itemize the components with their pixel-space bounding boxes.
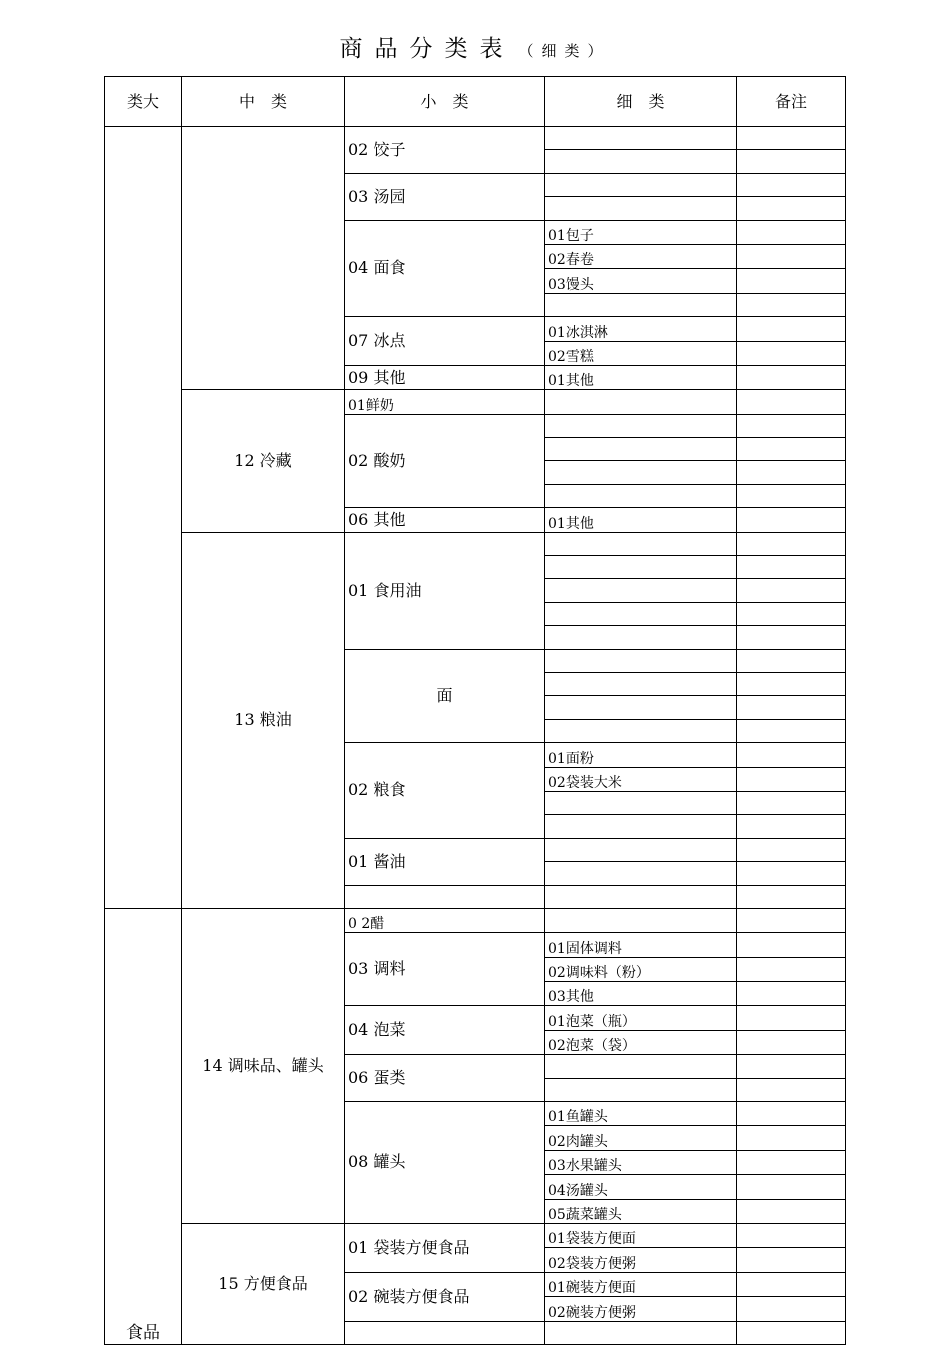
fine-cell: 05蔬菜罐头 bbox=[545, 1199, 737, 1223]
fine-cell bbox=[545, 556, 737, 579]
minor-cell: 0 2醋 bbox=[345, 908, 545, 932]
fine-cell: 01面粉 bbox=[545, 743, 737, 767]
fine-cell: 02袋装方便粥 bbox=[545, 1248, 737, 1272]
minor-cell-empty bbox=[345, 1321, 545, 1344]
fine-cell: 04汤罐头 bbox=[545, 1175, 737, 1199]
note-cell bbox=[737, 719, 846, 742]
middle-cell: 14 调味品、罐头 bbox=[182, 908, 345, 1223]
note-cell bbox=[737, 293, 846, 316]
fine-cell bbox=[545, 1055, 737, 1078]
major-cell-empty bbox=[105, 127, 182, 909]
note-cell bbox=[737, 220, 846, 244]
header-fine: 细 类 bbox=[545, 77, 737, 127]
note-cell bbox=[737, 579, 846, 602]
header-minor: 小 类 bbox=[345, 77, 545, 127]
minor-cell: 02 粮食 bbox=[345, 743, 545, 839]
fine-cell: 01泡菜（瓶） bbox=[545, 1006, 737, 1030]
note-cell bbox=[737, 1223, 846, 1247]
fine-cell bbox=[545, 390, 737, 414]
title-main: 商品分类表 bbox=[339, 36, 515, 62]
note-cell bbox=[737, 244, 846, 268]
note-cell bbox=[737, 269, 846, 293]
note-cell bbox=[737, 602, 846, 625]
note-cell bbox=[737, 127, 846, 150]
note-cell bbox=[737, 508, 846, 532]
middle-cell: 15 方便食品 bbox=[182, 1223, 345, 1344]
note-cell bbox=[737, 556, 846, 579]
note-cell bbox=[737, 150, 846, 173]
note-cell bbox=[737, 341, 846, 365]
note-cell bbox=[737, 696, 846, 719]
table-row bbox=[105, 127, 846, 150]
fine-cell bbox=[545, 649, 737, 672]
note-cell bbox=[737, 1006, 846, 1030]
minor-cell: 07 冰点 bbox=[345, 317, 545, 366]
minor-cell: 04 面食 bbox=[345, 220, 545, 317]
minor-cell: 09 其他 bbox=[345, 365, 545, 389]
fine-cell: 02泡菜（袋） bbox=[545, 1030, 737, 1054]
table-row bbox=[105, 532, 846, 555]
note-cell bbox=[737, 982, 846, 1006]
header-middle: 中 类 bbox=[182, 77, 345, 127]
fine-cell: 02春卷 bbox=[545, 244, 737, 268]
fine-cell bbox=[545, 461, 737, 484]
fine-cell: 02碗装方便粥 bbox=[545, 1297, 737, 1321]
fine-cell bbox=[545, 484, 737, 507]
note-cell bbox=[737, 173, 846, 196]
fine-cell bbox=[545, 150, 737, 173]
note-cell bbox=[737, 1126, 846, 1150]
fine-cell: 01冰淇淋 bbox=[545, 317, 737, 341]
note-cell bbox=[737, 1199, 846, 1223]
fine-cell: 01其他 bbox=[545, 365, 737, 389]
fine-cell: 01其他 bbox=[545, 508, 737, 532]
fine-cell: 03水果罐头 bbox=[545, 1150, 737, 1174]
note-cell bbox=[737, 672, 846, 695]
note-cell bbox=[737, 649, 846, 672]
fine-cell bbox=[545, 127, 737, 150]
middle-cell-empty bbox=[182, 127, 345, 390]
fine-cell bbox=[545, 719, 737, 742]
fine-cell: 01袋装方便面 bbox=[545, 1223, 737, 1247]
note-cell bbox=[737, 365, 846, 389]
note-cell bbox=[737, 1150, 846, 1174]
fine-cell: 01固体调料 bbox=[545, 933, 737, 957]
major-cell: 食品 bbox=[105, 908, 182, 1344]
fine-cell bbox=[545, 696, 737, 719]
fine-cell bbox=[545, 438, 737, 461]
note-cell bbox=[737, 1055, 846, 1078]
note-cell bbox=[737, 390, 846, 414]
fine-cell bbox=[545, 173, 737, 196]
note-cell bbox=[737, 1248, 846, 1272]
note-cell bbox=[737, 838, 846, 861]
fine-cell bbox=[545, 672, 737, 695]
fine-cell bbox=[545, 885, 737, 908]
note-cell bbox=[737, 933, 846, 957]
minor-cell: 01鲜奶 bbox=[345, 390, 545, 414]
fine-cell bbox=[545, 602, 737, 625]
note-cell bbox=[737, 885, 846, 908]
minor-cell: 06 其他 bbox=[345, 508, 545, 532]
note-cell bbox=[737, 957, 846, 981]
header-row bbox=[105, 77, 846, 127]
fine-cell: 01包子 bbox=[545, 220, 737, 244]
note-cell bbox=[737, 767, 846, 791]
fine-cell bbox=[545, 532, 737, 555]
minor-cell: 01 酱油 bbox=[345, 838, 545, 885]
minor-cell: 03 汤园 bbox=[345, 173, 545, 220]
note-cell bbox=[737, 1030, 846, 1054]
minor-cell: 02 酸奶 bbox=[345, 414, 545, 508]
minor-cell: 01 袋装方便食品 bbox=[345, 1223, 545, 1272]
note-cell bbox=[737, 484, 846, 507]
fine-cell bbox=[545, 579, 737, 602]
minor-cell: 02 碗装方便食品 bbox=[345, 1272, 545, 1321]
minor-cell: 04 泡菜 bbox=[345, 1006, 545, 1055]
note-cell bbox=[737, 414, 846, 437]
note-cell bbox=[737, 815, 846, 838]
note-cell bbox=[737, 1297, 846, 1321]
note-cell bbox=[737, 532, 846, 555]
fine-cell: 01鱼罐头 bbox=[545, 1102, 737, 1126]
note-cell bbox=[737, 862, 846, 885]
header-major: 类大 bbox=[105, 77, 182, 127]
fine-cell: 01碗装方便面 bbox=[545, 1272, 737, 1296]
fine-cell bbox=[545, 815, 737, 838]
fine-cell bbox=[545, 293, 737, 316]
note-cell bbox=[737, 908, 846, 932]
fine-cell: 03馒头 bbox=[545, 269, 737, 293]
fine-cell: 02雪糕 bbox=[545, 341, 737, 365]
fine-cell: 02袋装大米 bbox=[545, 767, 737, 791]
category-table bbox=[104, 76, 846, 1345]
minor-cell: 06 蛋类 bbox=[345, 1055, 545, 1102]
fine-cell: 02肉罐头 bbox=[545, 1126, 737, 1150]
fine-cell bbox=[545, 197, 737, 220]
fine-cell bbox=[545, 414, 737, 437]
middle-cell: 13 粮油 bbox=[182, 532, 345, 908]
minor-cell: 08 罐头 bbox=[345, 1102, 545, 1224]
note-cell bbox=[737, 1175, 846, 1199]
minor-cell: 03 调料 bbox=[345, 933, 545, 1006]
note-cell bbox=[737, 317, 846, 341]
table-row bbox=[105, 908, 846, 932]
table-row bbox=[105, 390, 846, 414]
minor-cell: 02 饺子 bbox=[345, 127, 545, 174]
fine-cell bbox=[545, 862, 737, 885]
table-row bbox=[105, 1223, 846, 1247]
fine-cell bbox=[545, 1078, 737, 1101]
minor-cell: 面 bbox=[345, 649, 545, 743]
note-cell bbox=[737, 1272, 846, 1296]
note-cell bbox=[737, 743, 846, 767]
fine-cell: 02调味料（粉） bbox=[545, 957, 737, 981]
fine-cell bbox=[545, 908, 737, 932]
note-cell bbox=[737, 461, 846, 484]
note-cell bbox=[737, 1078, 846, 1101]
fine-cell bbox=[545, 1321, 737, 1344]
middle-cell: 12 冷藏 bbox=[182, 390, 345, 532]
minor-cell: 01 食用油 bbox=[345, 532, 545, 649]
fine-cell: 03其他 bbox=[545, 982, 737, 1006]
note-cell bbox=[737, 791, 846, 814]
fine-cell bbox=[545, 791, 737, 814]
note-cell bbox=[737, 438, 846, 461]
fine-cell bbox=[545, 626, 737, 649]
fine-cell bbox=[545, 838, 737, 861]
title-sub: （细类） bbox=[518, 42, 611, 60]
document-title bbox=[0, 30, 950, 63]
note-cell bbox=[737, 1321, 846, 1344]
note-cell bbox=[737, 626, 846, 649]
header-note: 备注 bbox=[737, 77, 846, 127]
note-cell bbox=[737, 1102, 846, 1126]
minor-cell-empty bbox=[345, 885, 545, 908]
note-cell bbox=[737, 197, 846, 220]
